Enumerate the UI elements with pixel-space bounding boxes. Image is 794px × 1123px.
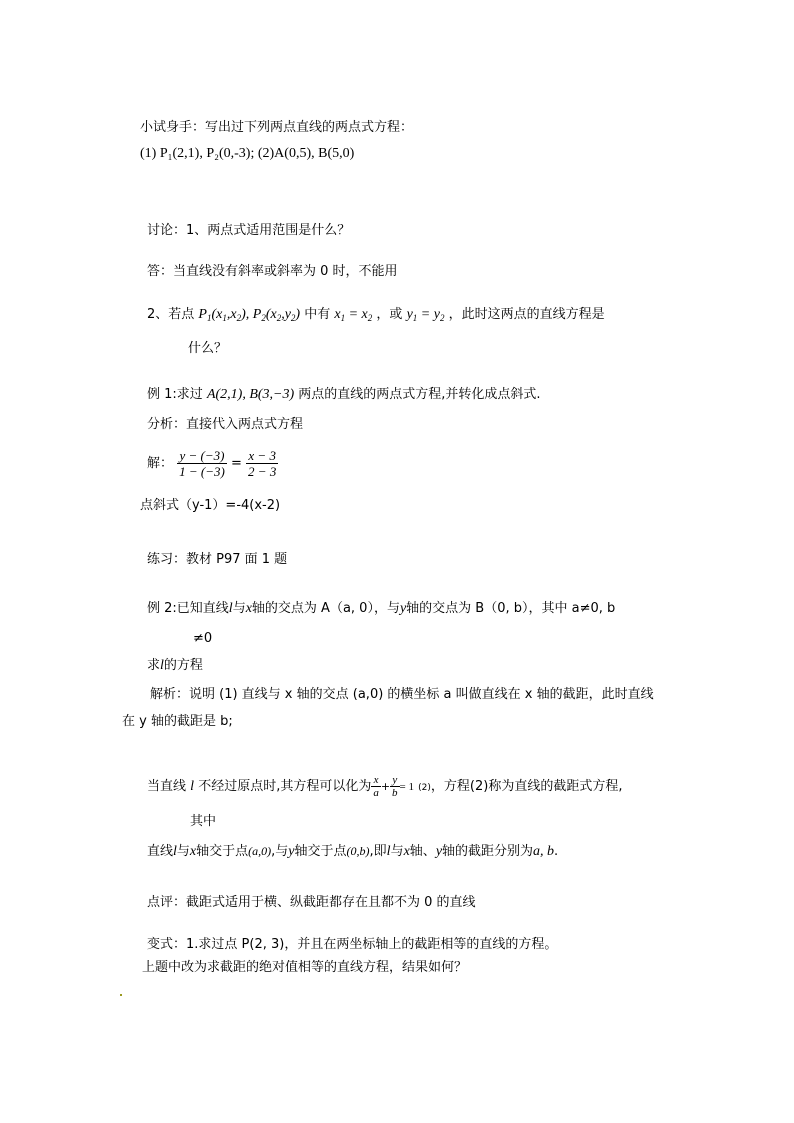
variant-line1: 变式：1.求过点 P(2, 3)，并且在两坐标轴上的截距相等的直线的方程。: [147, 937, 558, 952]
discussion-q2: [147, 306, 605, 324]
frac-left-den: 1 − (−3): [179, 464, 225, 479]
ex2-y: y: [399, 601, 407, 616]
fy-den: b: [392, 787, 398, 799]
equation-marker: (2): [418, 783, 431, 793]
point-slope-form: 点斜式（y-1）=-4(x-2): [140, 498, 281, 513]
discussion-q2-cont: 什么？: [188, 341, 228, 356]
discussion-q1: 讨论：1、两点式适用范围是什么？: [147, 223, 351, 238]
plus-sign: +: [380, 780, 391, 793]
example2-line2: ≠0: [193, 631, 213, 646]
ex2-l2: l: [160, 658, 164, 673]
ex1-points: A(2,1), B(3,−3): [206, 387, 295, 402]
i3-x2: x: [403, 844, 410, 859]
example2-explain2: 在 y 轴的截距是 b;: [122, 714, 233, 729]
i3-end: .: [554, 844, 559, 859]
i3-l2: l: [386, 844, 391, 859]
i3-e: 轴交于点: [294, 844, 347, 859]
intro-problems: (1) P₁(2,1), P₂(0,-3); (2)A(0,5), B(5,0): [140, 146, 355, 161]
ex2-x: x: [245, 601, 252, 616]
i3-i: 轴的截距分别为: [442, 844, 534, 859]
i3-a: 直线: [147, 844, 174, 859]
ex2-text-b: 与: [232, 601, 246, 616]
i3-h: 轴、: [409, 844, 436, 859]
i3-pt1: (a,0): [248, 844, 272, 858]
intercept-cont: 其中: [190, 814, 217, 829]
i3-f: ,即: [369, 844, 387, 859]
i3-ab: a, b: [533, 844, 555, 859]
ex2-eq: 的方程: [163, 658, 203, 673]
int-text-b: 不经过原点时,其方程可以化为: [198, 779, 372, 794]
int-text-c: ，方程(2)称为直线的截距式方程,: [430, 779, 623, 794]
i3-y: y: [288, 844, 295, 859]
frac-right-num: x − 3: [246, 448, 278, 464]
q2-points: $P_1(x_1,x_2)$, $P_2(x_2,y_2)$: [198, 307, 301, 323]
ex2-ask: 求: [147, 658, 161, 673]
ex1-prefix: 例 1:求过: [147, 387, 203, 402]
int-l: l: [190, 779, 195, 794]
ex2-l: l: [228, 601, 233, 616]
discussion-a1: 答：当直线没有斜率或斜率为 0 时，不能用: [147, 264, 398, 279]
q2-mid1: 中有: [304, 307, 331, 322]
fx-num: x: [371, 774, 381, 787]
fx-den: a: [373, 787, 379, 799]
i3-d: ,与: [271, 844, 289, 859]
margin-dot: [120, 994, 122, 996]
i3-c: 轴交于点: [196, 844, 249, 859]
example2-line1: [147, 600, 615, 618]
solution-label: 解：: [147, 456, 174, 471]
frac-y-over-b: [390, 774, 400, 799]
q2-cond1: $x_1 = x_2$: [334, 307, 373, 323]
i3-pt2: (0,b): [346, 844, 370, 858]
i3-g: 与: [390, 844, 404, 859]
example1-analysis: 分析：直接代入两点式方程: [147, 417, 304, 432]
example2-explain1: 解析：说明 (1) 直线与 x 轴的交点 (a,0) 的横坐标 a 叫做直线在 x 轴的截距，此时直线: [150, 687, 654, 702]
frac-right-den: 2 − 3: [248, 464, 277, 479]
fy-num: y: [390, 774, 400, 787]
i3-l: l: [173, 844, 177, 859]
i3-y2: y: [435, 844, 443, 859]
fraction-right: [246, 448, 278, 479]
practice: 练习：教材 P97 面 1 题: [147, 552, 288, 567]
i3-b: 与: [176, 844, 190, 859]
q2-mid2: ，或: [376, 307, 403, 322]
intro-heading: 小试身手：写出过下列两点直线的两点式方程：: [140, 120, 414, 135]
q2-suffix: ，此时这两点的直线方程是: [448, 307, 605, 322]
ex2-text-c: 轴的交点为 A（a, 0），与: [251, 601, 400, 616]
equals-one: = 1: [399, 781, 415, 793]
frac-left-num: y − (−3): [177, 448, 227, 464]
example2-line3: [147, 657, 203, 675]
comment: 点评：截距式适用于横、纵截距都存在且都不为 0 的直线: [147, 895, 476, 910]
intercept-line3: [147, 842, 558, 861]
q2-prefix: 2、若点: [147, 307, 195, 322]
i3-x: x: [189, 844, 197, 859]
intercept-line1: [147, 769, 622, 806]
example1-solution: [147, 445, 278, 483]
ex2-text-a: 例 2:已知直线: [147, 601, 229, 616]
ex2-text-d: 轴的交点为 B（0, b），其中 a≠0, b: [406, 601, 616, 616]
q2-cond2: $y_1 = y_2$: [406, 307, 445, 323]
variant-line2: 上题中改为求截距的绝对值相等的直线方程，结果如何？: [142, 960, 468, 975]
example1-title: [147, 386, 541, 404]
fraction-left: [177, 448, 227, 479]
int-text-a: 当直线: [147, 779, 187, 794]
ex1-suffix: 两点的直线的两点式方程,并转化成点斜式.: [298, 387, 541, 402]
equals-sign: =: [231, 456, 242, 471]
frac-x-over-a: [371, 774, 381, 799]
